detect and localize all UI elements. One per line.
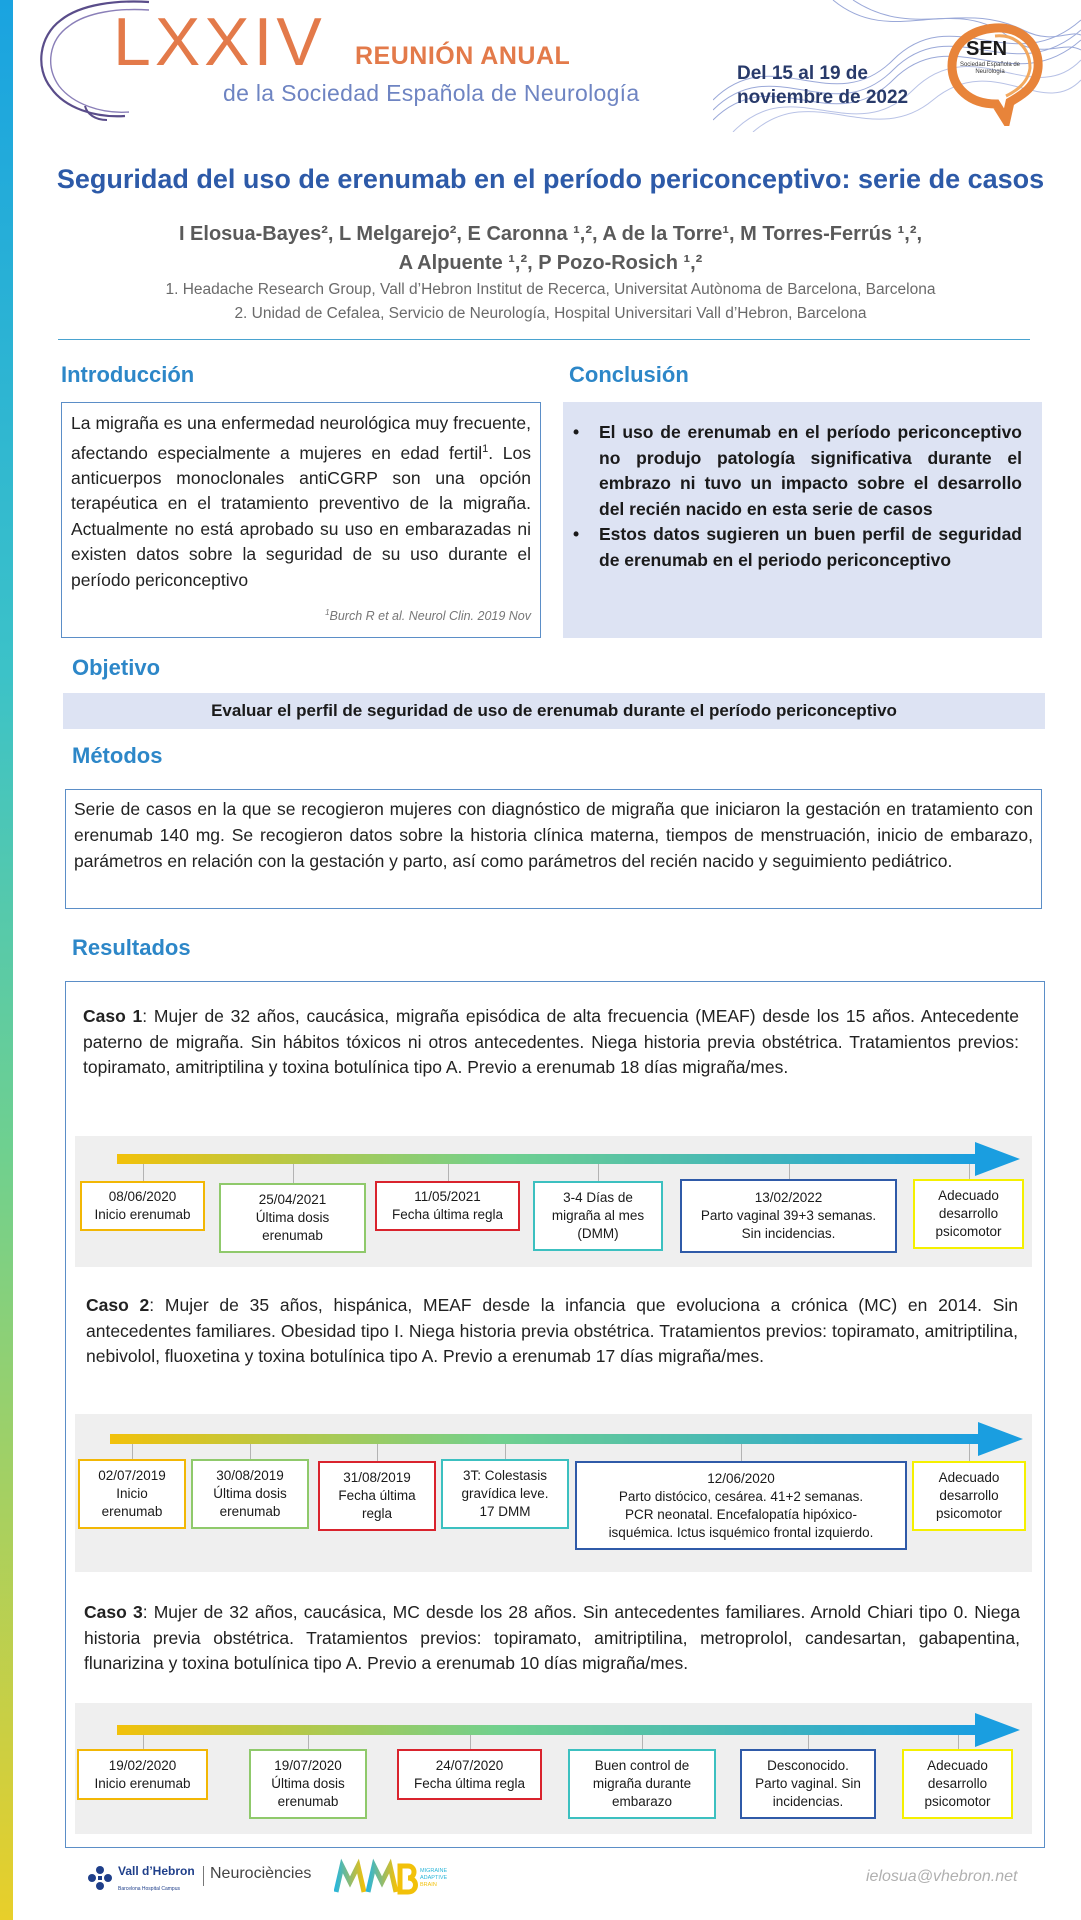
bullet: •	[573, 422, 580, 442]
event-text: Desconocido.	[767, 1758, 849, 1773]
event-text: Sin incidencias.	[741, 1226, 836, 1241]
event-text: psicomotor	[935, 1224, 1002, 1239]
authors-line-2: A Alpuente ¹,², P Pozo-Rosich ¹,²	[398, 252, 703, 274]
timeline-arrow-icon	[75, 1703, 1032, 1834]
timeline-event	[397, 1749, 542, 1800]
intro-reference	[325, 600, 531, 630]
timeline-connector	[470, 1735, 471, 1749]
timeline-connector	[642, 1735, 643, 1749]
intro-heading: Introducción	[61, 362, 195, 387]
vh-sub: Barcelona Hospital Campus	[118, 1886, 180, 1892]
event-text: 19/07/2020	[274, 1758, 342, 1773]
event-text: Fecha última	[338, 1488, 416, 1503]
event-text: Última dosis	[213, 1486, 287, 1501]
timeline-connector	[448, 1164, 449, 1181]
timeline-connector	[132, 1444, 133, 1459]
dates-line-2: noviembre de 2022	[737, 87, 909, 108]
methods-box: Serie de casos en la que se recogieron mujeres con diagnóstico de migraña que iniciaron la gestación en tratamiento con erenumab 140 mg. Se recogieron datos sobre la historia clínica materna, tiempos de menstruación, inicio de embarazo, parámetros en relación con la gestación y parto, así como parámetros del recién nacido y seguimiento pediátrico.	[65, 789, 1042, 909]
timeline-event	[80, 1181, 205, 1231]
timeline-event	[575, 1461, 907, 1550]
timeline-connector	[143, 1735, 144, 1749]
timeline-connector	[958, 1735, 959, 1749]
event-text: 19/02/2020	[108, 1757, 177, 1773]
event-text: Parto distócico, cesárea. 41+2 semanas.	[618, 1488, 864, 1504]
event-text: 30/08/2019	[216, 1468, 284, 1483]
timeline-connector	[741, 1444, 742, 1461]
event-text: desarrollo	[938, 1206, 999, 1221]
ref-sup: 1	[325, 608, 330, 618]
event-text: psicomotor	[935, 1506, 1003, 1521]
event-text: Adecuado	[938, 1470, 1000, 1485]
case-1-label: Caso 1	[83, 1006, 143, 1026]
author-list	[20, 220, 1081, 278]
contact-email: ielosua@vhebron.net	[866, 1868, 1018, 1885]
case-2-description	[86, 1293, 1018, 1370]
case-3-text: : Mujer de 32 años, caucásica, MC desde los 28 años. Sin antecedentes familiares. Arnold Chiari tipo 0. Niega historia previa obstétrica. Tratamientos previos: topiramato, amitriptilina, metroprolol, candesartan, gabapentina, flunarizina y toxina botulínica tipo A. Previo a erenumab 10 días migraña/mes.	[84, 1602, 1020, 1673]
event-text: Parto vaginal 39+3 semanas.	[700, 1208, 877, 1223]
dates-line-1: Del 15 al 19 de	[737, 63, 868, 84]
objective-heading: Objetivo	[72, 655, 161, 680]
event-text: incidencias.	[772, 1794, 844, 1809]
event-text: regla	[361, 1506, 392, 1521]
timeline-connector	[969, 1164, 970, 1179]
timeline-connector	[969, 1444, 970, 1461]
timeline-connector	[598, 1164, 599, 1181]
event-text: Adecuado	[938, 1188, 999, 1203]
event-text: 08/06/2020	[108, 1189, 177, 1204]
bullet: •	[573, 524, 580, 544]
timeline-event	[441, 1459, 569, 1529]
timeline-connector	[250, 1444, 251, 1459]
event-text: erenumab	[277, 1794, 339, 1809]
event-text: erenumab	[262, 1228, 323, 1243]
timeline-event	[533, 1181, 663, 1251]
sen-acronym: SEN	[966, 38, 1008, 60]
event-text: desarrollo	[927, 1776, 988, 1791]
event-text: 12/06/2020	[707, 1470, 775, 1486]
case-3-description	[84, 1600, 1020, 1677]
conclusion-text-1: El uso de erenumab en el período periconceptivo no produjo patología significativa durante el embrazo ni tuvo un impacto sobre el desarrollo del recién nacido en esta serie de casos	[599, 422, 1022, 519]
conclusion-box	[563, 402, 1042, 638]
event-text: Inicio	[116, 1486, 148, 1501]
intro-box	[61, 402, 541, 638]
timeline-event	[318, 1461, 436, 1531]
results-heading: Resultados	[72, 935, 191, 960]
event-text: psicomotor	[924, 1794, 991, 1809]
conclusion-item	[573, 522, 1022, 573]
timeline-connector	[143, 1164, 144, 1181]
event-text: Inicio erenumab	[94, 1775, 191, 1791]
objective-text: Evaluar el perfil de seguridad de uso de erenumab durante el período periconceptivo	[63, 693, 1045, 729]
timeline-event	[219, 1183, 366, 1253]
timeline-connector	[505, 1444, 506, 1459]
timeline-event	[680, 1179, 897, 1253]
timeline-event	[191, 1459, 309, 1529]
conference-header	[13, 0, 1081, 132]
case-1-text: : Mujer de 32 años, caucásica, migraña episódica de alta frecuencia (MEAF) desde los 15 años. Antecedente paterno de migraña. Sin hábitos tóxicos ni otros antecedentes. Niega historia previa obstétrica. Tratamientos previos: topiramato, amitriptilina y toxina botulínica tipo A. Previo a erenumab 18 días migraña/mes.	[83, 1006, 1020, 1077]
event-text: 3-4 Días de	[563, 1190, 633, 1205]
timeline-event	[912, 1461, 1026, 1531]
affiliation-1: 1. Headache Research Group, Vall d’Hebron Institut de Recerca, Universitat Autònoma de Barcelona, Barcelona	[165, 281, 936, 298]
divider	[58, 339, 1030, 340]
vall-hebron-logo	[80, 1858, 200, 1898]
affiliations	[20, 278, 1081, 326]
vh-name: Vall d’Hebron	[118, 1864, 195, 1878]
event-text: 31/08/2019	[343, 1470, 411, 1485]
event-text: 25/04/2021	[258, 1192, 327, 1207]
event-text: migraña al mes	[551, 1208, 645, 1223]
migraine-adaptive-brain-logo	[334, 1858, 454, 1898]
sen-subtitle: Sociedad Española de Neurología	[959, 62, 1021, 75]
event-text: erenumab	[101, 1504, 163, 1519]
timeline-connector	[308, 1735, 309, 1749]
society-label: de la Sociedad Española de Neurología	[223, 80, 640, 106]
timeline-event	[913, 1179, 1024, 1249]
conclusion-item	[573, 420, 1022, 522]
event-text: embarazo	[611, 1794, 673, 1809]
affiliation-2: 2. Unidad de Cefalea, Servicio de Neurología, Hospital Universitari Vall d’Hebron, Barcelona	[234, 305, 867, 322]
event-text: gravídica leve.	[461, 1486, 549, 1501]
conference-dates	[737, 62, 908, 110]
event-text: Fecha última regla	[391, 1207, 504, 1222]
event-text: 02/07/2019	[98, 1468, 166, 1483]
mab-line-3: BRAIN	[420, 1882, 437, 1888]
timeline-event	[740, 1749, 876, 1819]
footer-separator	[203, 1866, 204, 1886]
event-text: Adecuado	[927, 1758, 988, 1773]
case-3-label: Caso 3	[84, 1602, 143, 1622]
event-text: Última dosis	[271, 1776, 345, 1791]
intro-citation-sup: 1	[482, 442, 489, 455]
timeline-event	[375, 1181, 520, 1231]
conclusion-text-2: Estos datos sugieren un buen perfil de seguridad de erenumab en el periodo periconceptivo	[599, 524, 1022, 570]
timeline-connector	[293, 1164, 294, 1183]
intro-text-a: La migraña es una enfermedad neurológica muy frecuente, afectando especialmente a mujeres en edad fertil	[71, 413, 531, 463]
mab-line-1: MIGRAINE	[420, 1868, 448, 1874]
authors-line-1: I Elosua-Bayes², L Melgarejo², E Caronna ¹,², A de la Torre¹, M Torres-Ferrús ¹,²,	[178, 223, 923, 245]
event-text: 24/07/2020	[435, 1757, 504, 1773]
ref-text: Burch R et al. Neurol Clin. 2019 Nov	[329, 609, 531, 624]
event-text: (DMM)	[577, 1226, 619, 1241]
event-text: PCR neonatal. Encefalopatía hipóxico-	[625, 1506, 857, 1522]
timeline-event	[249, 1749, 367, 1819]
case-2-text: : Mujer de 35 años, hispánica, MEAF desde la infancia que evoluciona a crónica (MC) en 2014. Sin antecedentes familiares. Obesidad tipo I. Niega historia previa obstétrica. Tratamientos previos: topiramato, amitriptilina, nebivolol, fluoxetina y toxina botulínica tipo A. Previo a erenumab 17 días migraña/mes.	[86, 1295, 1018, 1366]
case-1-description	[83, 1004, 1019, 1081]
event-text: 3T: Colestasis	[462, 1468, 548, 1483]
edition-number: LXXIV	[113, 4, 326, 80]
conclusion-heading: Conclusión	[569, 362, 689, 387]
timeline-connector	[377, 1444, 378, 1461]
timeline-event	[77, 1749, 208, 1800]
mab-line-2: ADAPTIVE	[420, 1875, 448, 1881]
event-text: migraña durante	[592, 1776, 692, 1791]
event-text: Última dosis	[255, 1210, 330, 1225]
event-text: Inicio erenumab	[94, 1207, 191, 1222]
neurociencies-label: Neurociències	[210, 1865, 312, 1882]
intro-text-b: . Los anticuerpos monoclonales antiCGRP son una opción terapéutica en el tratamiento preventivo de la migraña. Actualmente no está aprobado su uso en embarazadas ni existen datos sobre la seguridad de su uso durante el período periconceptivo	[71, 442, 531, 590]
event-text: isquémica. Ictus isquémico frontal izquierdo.	[608, 1524, 874, 1540]
poster-title: Seguridad del uso de erenumab en el período periconceptivo: serie de casos	[56, 164, 1045, 194]
event-text: Fecha última regla	[413, 1775, 526, 1791]
methods-heading: Métodos	[72, 743, 163, 768]
timeline-event	[568, 1749, 716, 1819]
event-text: erenumab	[219, 1504, 281, 1519]
event-text: 13/02/2022	[754, 1190, 823, 1205]
side-gradient-bar	[0, 0, 13, 1920]
event-text: 17 DMM	[479, 1504, 531, 1519]
event-text: Parto vaginal. Sin	[755, 1776, 861, 1791]
timeline-connector	[808, 1735, 809, 1749]
timeline-connector	[789, 1164, 790, 1179]
case-3-timeline	[75, 1703, 1032, 1834]
event-text: desarrollo	[939, 1488, 999, 1503]
timeline-event	[78, 1459, 186, 1529]
timeline-event	[902, 1749, 1013, 1819]
case-2-label: Caso 2	[86, 1295, 150, 1315]
event-text: 11/05/2021	[414, 1189, 481, 1204]
event-text: Buen control de	[594, 1758, 690, 1773]
meeting-label: REUNIÓN ANUAL	[355, 42, 571, 70]
